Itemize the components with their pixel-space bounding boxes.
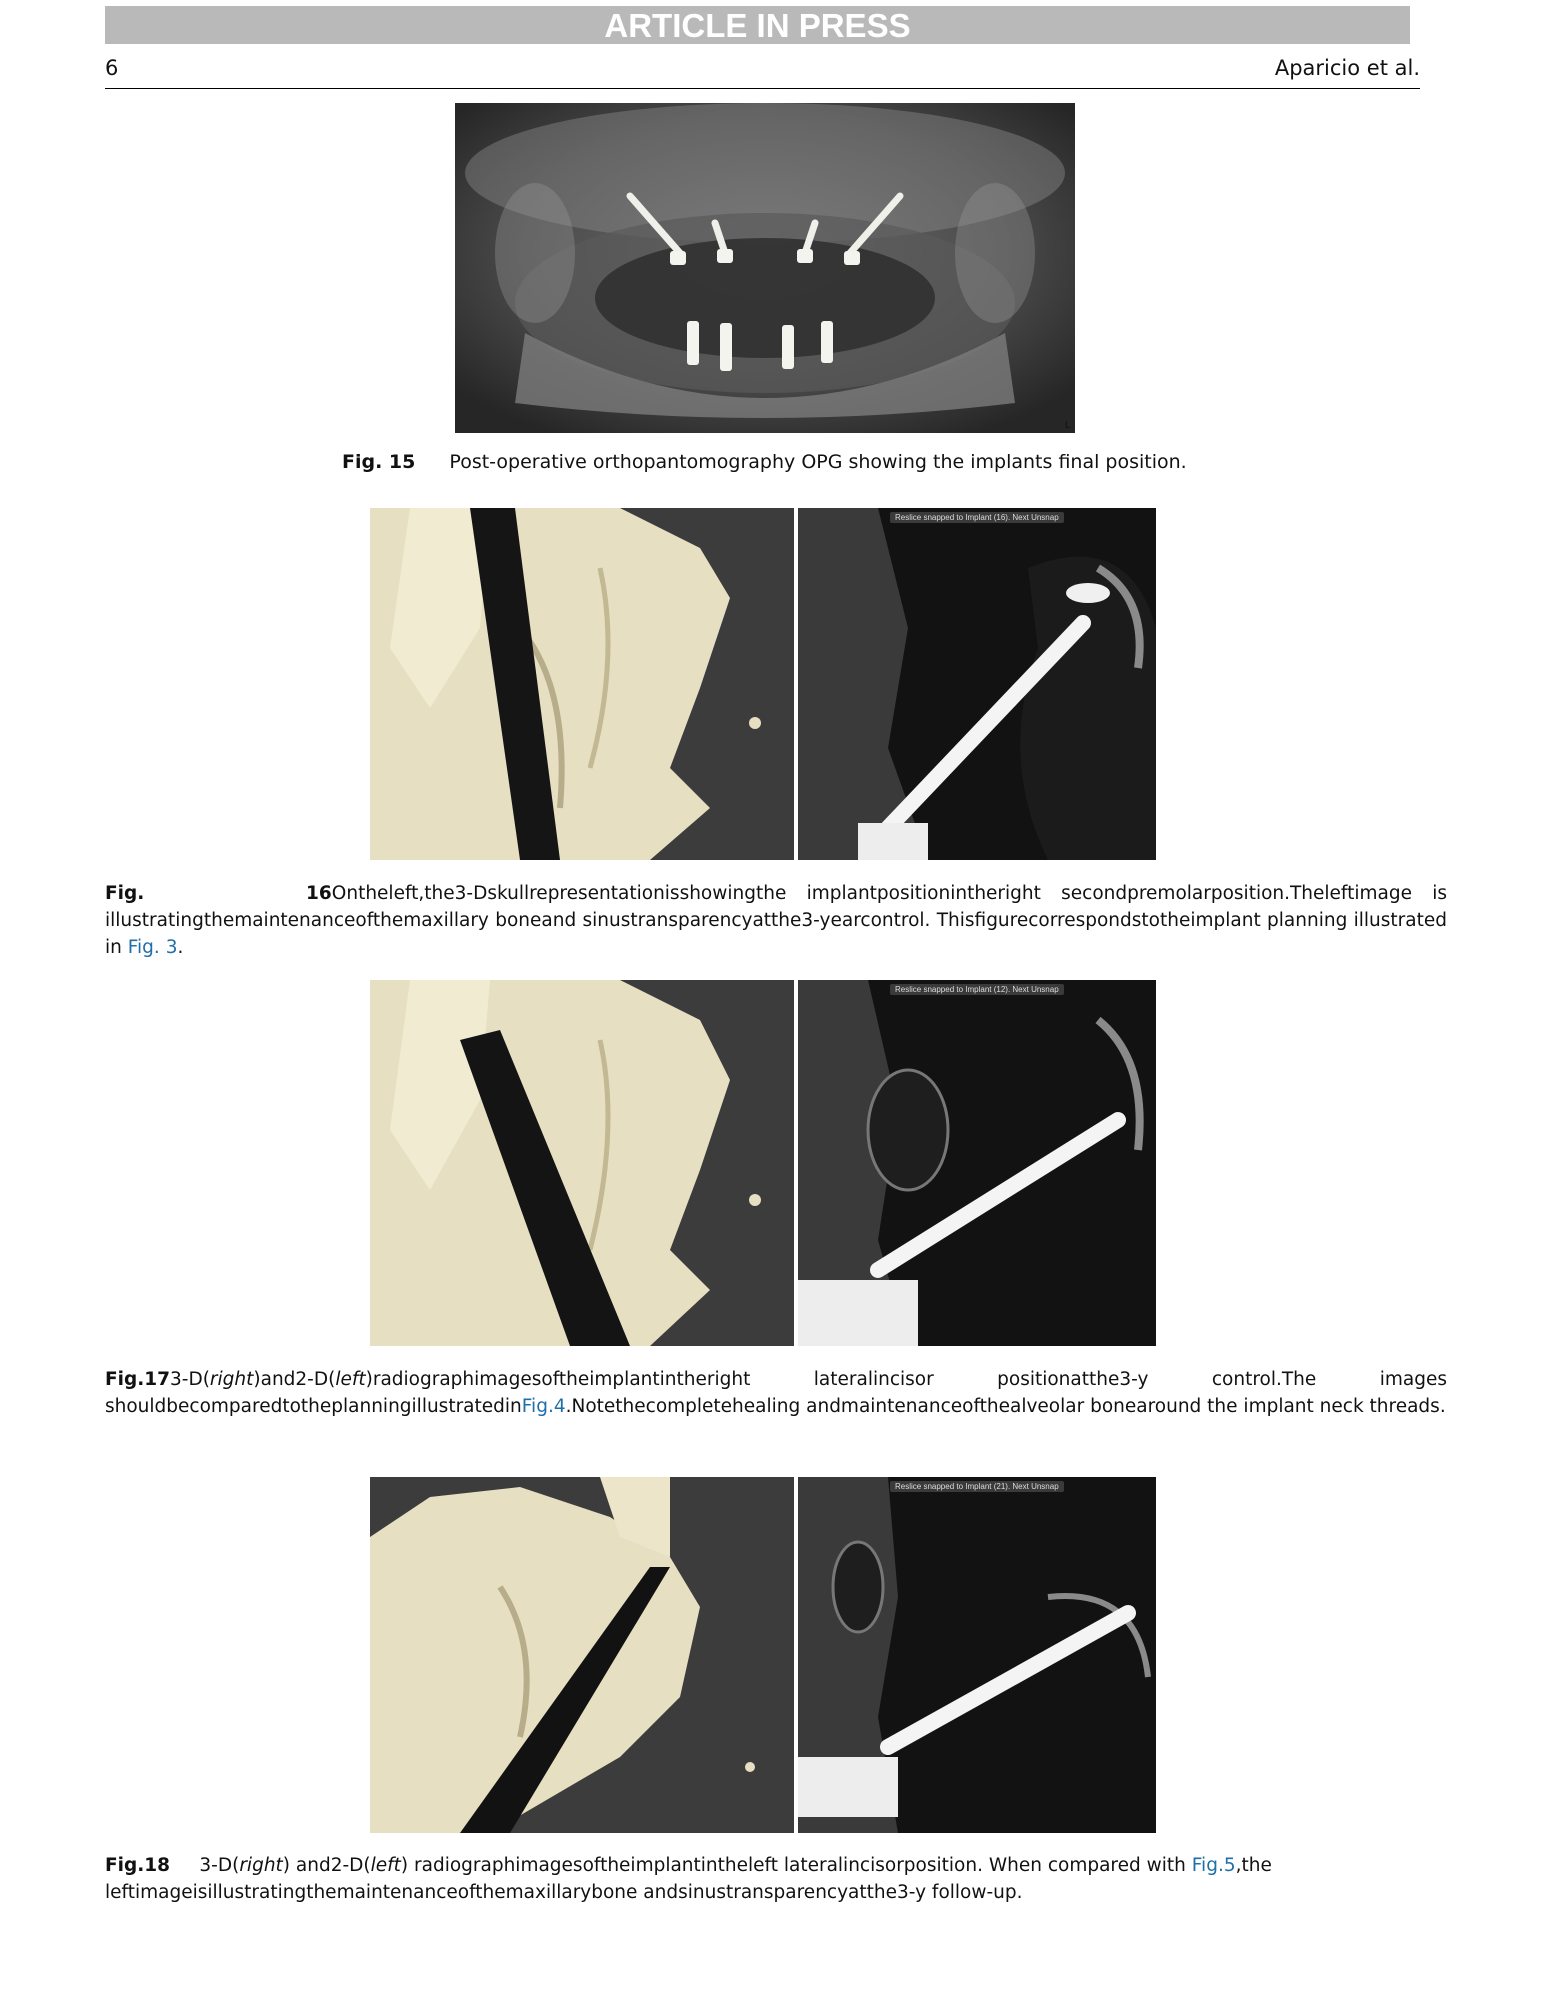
fig18-italic-right: right <box>239 1855 283 1876</box>
fig16-label: Fig. <box>105 883 145 904</box>
ct-slice-image <box>798 508 1156 860</box>
opg-image <box>455 103 1075 433</box>
skull-3d-image <box>370 1477 794 1833</box>
fig18-text-3: ) radiographimagesoftheimplantintheleft lateralincisorposition. When compared with <box>400 1855 1192 1876</box>
skull-3d-image <box>370 980 794 1346</box>
ct-slice-image <box>798 980 1156 1346</box>
fig16-3d-render <box>370 508 794 860</box>
fig18-3d-render <box>370 1477 794 1833</box>
header-rule <box>105 88 1420 89</box>
fig17-italic-right: right <box>209 1369 254 1390</box>
fig18-text-2: ) and2-D( <box>282 1855 371 1876</box>
fig17-2d-ct <box>798 980 1156 1346</box>
fig17-reslice-overlay: Reslice snapped to Implant (12). Next Unsnap <box>890 984 1064 995</box>
fig18-label: Fig.18 <box>105 1855 170 1876</box>
opg-corner-marker: L <box>1065 420 1071 431</box>
fig17-caption <box>105 1366 1447 1420</box>
fig17-label: Fig.17 <box>105 1369 170 1390</box>
fig17-text-2: )and2-D( <box>253 1369 336 1390</box>
fig15-text: Post-operative orthopantomography OPG showing the implants final position. <box>449 451 1187 473</box>
fig15-label: Fig. 15 <box>342 451 416 473</box>
fig16-number: 16 <box>306 883 332 904</box>
fig16-caption <box>105 880 1447 961</box>
fig18-text-4: ,the leftimageisillustratingthemaintenanceofthemaxillarybone andsinustransparencyatthe3-y follow-up. <box>105 1855 1272 1903</box>
fig17-italic-left: left <box>335 1369 366 1390</box>
fig17-text-1: 3-D( <box>170 1369 210 1390</box>
fig18-caption <box>105 1852 1447 1906</box>
fig16-ref-link[interactable]: Fig. 3 <box>127 937 178 958</box>
fig16-2d-ct <box>798 508 1156 860</box>
fig15-caption <box>342 451 1187 473</box>
fig17-3d-render <box>370 980 794 1346</box>
skull-3d-image <box>370 508 794 860</box>
fig18-ref-link[interactable]: Fig.5 <box>1191 1855 1236 1876</box>
fig16-reslice-overlay: Reslice snapped to Implant (16). Next Unsnap <box>890 512 1064 523</box>
fig18-italic-left: left <box>370 1855 401 1876</box>
ct-slice-image <box>798 1477 1156 1833</box>
running-head-authors: Aparicio et al. <box>1274 56 1420 80</box>
fig18-2d-ct <box>798 1477 1156 1833</box>
fig16-text: Ontheleft,the3-Dskullrepresentationisshowingthe implantpositionintheright secondpremolarposition.Theleftimage is illustratingthemaintenanceofthemaxillary boneand sinustransparencyatthe3-yearcontrol. Thisfigurecorrespondstotheimplant planning illustrated in <box>105 883 1448 958</box>
fig18-reslice-overlay: Reslice snapped to Implant (21). Next Unsnap <box>890 1481 1064 1492</box>
page-number: 6 <box>105 56 119 80</box>
article-in-press-banner: ARTICLE IN PRESS <box>105 6 1410 44</box>
fig17-text-4: .Notethecompletehealing andmaintenanceofthealveolar bonearound the implant neck threads. <box>565 1396 1446 1417</box>
fig15-opg-xray <box>455 103 1075 433</box>
fig18-text-1: 3-D( <box>199 1855 240 1876</box>
fig17-ref-link[interactable]: Fig.4 <box>521 1396 566 1417</box>
fig16-tail: . <box>177 937 184 958</box>
fig17-text-3: )radiographimagesoftheimplantintheright lateralincisor positionatthe3-y control.The images shouldbecomparedtotheplanningillustratedin <box>105 1369 1447 1417</box>
